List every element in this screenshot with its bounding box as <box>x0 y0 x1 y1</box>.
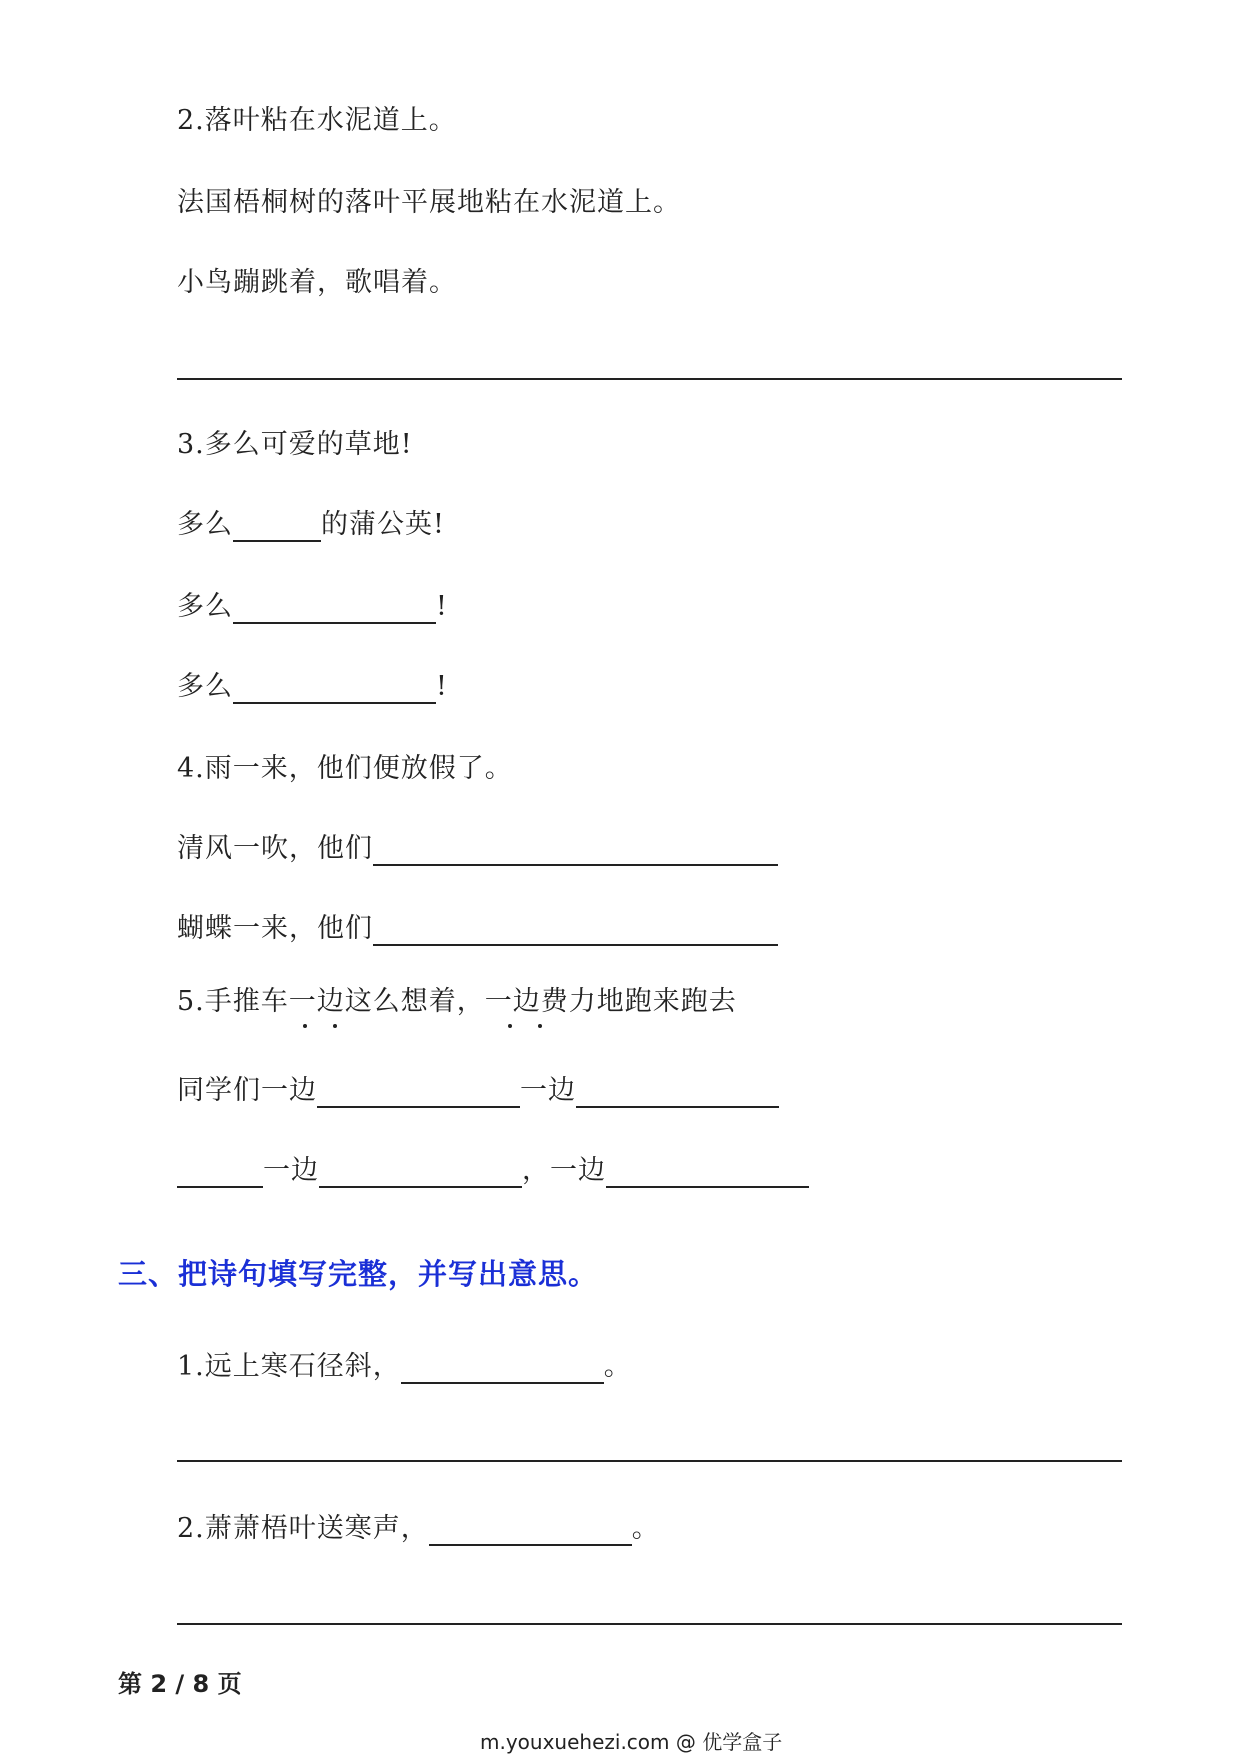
poem1-line <box>177 1350 632 1384</box>
q5-line2-mid1: 一边 <box>263 1155 319 1186</box>
q4-blank-1[interactable] <box>373 836 778 866</box>
q4-line2-prefix: 蝴蝶一来，他们 <box>177 913 373 944</box>
q3-line1-suffix: 的蒲公英! <box>321 509 445 540</box>
q4-line1-prefix: 清风一吹，他们 <box>177 833 373 864</box>
q2-task: 小鸟蹦跳着，歌唱着。 <box>177 267 457 298</box>
q5-line1 <box>177 1074 779 1108</box>
q3-line3-prefix: 多么 <box>177 671 233 702</box>
q4-prompt: 4.雨一来，他们便放假了。 <box>177 753 513 784</box>
q3-line1 <box>177 508 445 542</box>
q5-line2 <box>177 1154 809 1188</box>
q3-prompt: 3.多么可爱的草地! <box>177 429 413 460</box>
poem2-answer-line[interactable] <box>177 1623 1122 1625</box>
q3-line3-suffix: ! <box>436 671 448 702</box>
q3-line2-prefix: 多么 <box>177 591 233 622</box>
q5-blank-5[interactable] <box>606 1158 809 1188</box>
poem2-line <box>177 1512 660 1546</box>
q3-line2 <box>177 590 448 624</box>
q3-line3 <box>177 670 448 704</box>
poem1-suffix: 。 <box>603 1351 632 1382</box>
poem2-prefix: 2.萧萧梧叶送寒声， <box>177 1513 429 1544</box>
q2-prompt: 2.落叶粘在水泥道上。 <box>177 105 457 136</box>
poem2-blank[interactable] <box>429 1516 632 1546</box>
q5-prompt: 5.手推车一边这么想着，一边费力地跑来跑去 <box>177 986 737 1017</box>
poem1-blank[interactable] <box>401 1354 604 1384</box>
q4-line1 <box>177 832 778 866</box>
emphasis-dot <box>333 1024 337 1028</box>
q2-answer-line[interactable] <box>177 378 1122 380</box>
poem1-answer-line[interactable] <box>177 1460 1122 1462</box>
q5-blank-4[interactable] <box>319 1158 522 1188</box>
q2-example: 法国梧桐树的落叶平展地粘在水泥道上。 <box>177 187 681 218</box>
q5-blank-1[interactable] <box>317 1078 520 1108</box>
q3-blank-1[interactable] <box>233 512 321 542</box>
q4-blank-2[interactable] <box>373 916 778 946</box>
q3-blank-3[interactable] <box>233 674 436 704</box>
q3-blank-2[interactable] <box>233 594 436 624</box>
page-number: 第 2 / 8 页 <box>118 1670 242 1698</box>
poem2-suffix: 。 <box>631 1513 660 1544</box>
q5-line1-prefix: 同学们一边 <box>177 1075 317 1106</box>
q3-line1-prefix: 多么 <box>177 509 233 540</box>
section3-heading: 三、把诗句填写完整，并写出意思。 <box>118 1257 599 1291</box>
emphasis-dot <box>303 1024 307 1028</box>
emphasis-dot <box>538 1024 542 1028</box>
q5-line2-mid2: ，一边 <box>522 1155 606 1186</box>
q4-line2 <box>177 912 778 946</box>
q5-line1-mid: 一边 <box>520 1075 576 1106</box>
q3-line2-suffix: ! <box>436 591 448 622</box>
q5-blank-2[interactable] <box>576 1078 779 1108</box>
site-watermark: m.youxuehezi.com @ 优学盒子 <box>480 1730 783 1754</box>
q5-blank-3[interactable] <box>177 1158 263 1188</box>
poem1-prefix: 1.远上寒石径斜， <box>177 1351 401 1382</box>
emphasis-dot <box>508 1024 512 1028</box>
